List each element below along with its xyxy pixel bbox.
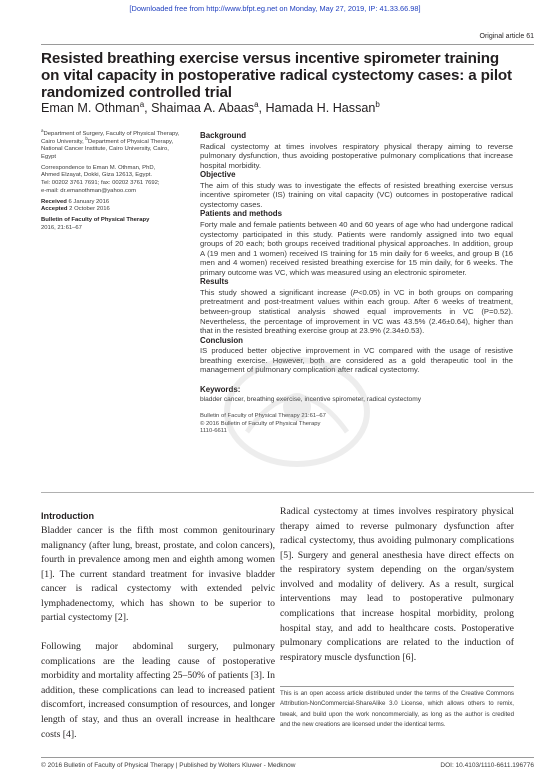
abstract-background: Radical cystectomy at times involves respiratory physical therapy aiming to reverse pulmonary dysfunction, thus avoiding postoperative pulmonary complications that increase hospital morbidity. <box>200 141 513 170</box>
journal-volume: 2016, 21:61–67 <box>41 224 82 231</box>
citation-block <box>200 413 513 436</box>
introduction-heading: Introduction <box>41 511 95 521</box>
footer-copyright: © 2016 Bulletin of Faculty of Physical Therapy | Published by Wolters Kluwer - Medknow <box>41 762 296 769</box>
affiliations <box>41 128 181 161</box>
author-affil-sup: a <box>139 99 145 109</box>
correspondence-email[interactable]: e-mail: dr.emanothman@yahoo.com <box>41 187 137 194</box>
received-date: 6 January 2016 <box>68 198 110 205</box>
keywords-head: Keywords: <box>200 384 241 394</box>
running-head: Original article 61 <box>479 33 534 40</box>
accepted-label: Accepted <box>41 206 68 213</box>
abstract-objective: The aim of this study was to investigate the effects of resisted breathing exercise versus incentive spirometer (IS) training on vital capacity (VC) outcomes in postoperative radical cystectomy cases. <box>200 180 513 209</box>
results-text: This study showed a significant increase ( <box>200 287 353 297</box>
results-text: <0.05) in VC in both groups on comparing pretreatment and post-treatment values within each group. After 6 weeks of treatment, between-group statistical analysis showed equal improvements in VC (P=0.52). Nevertheless, the percentage of improvement in VC was 43.5% (2.46±0.64), higher than that in the resisted breathing exercise group at 23.9% (2.34±0.53). <box>200 287 513 336</box>
abstract-results-head: Results <box>200 277 229 287</box>
received-label: Received <box>41 198 67 205</box>
results-p-symbol: P <box>352 287 358 297</box>
abstract-methods: Forty male and female patients between 40 and 60 years of age who had undergone radical cystectomy participated in this study. Patients were randomly assigned into two equal groups of 20 each; both groups received traditional physical approaches. In addition, group A (19 men and 1 women) received IS training for 15 min daily for 6 weeks, and group B (16 men and 4 women) received resisted breathing exercise for 15 min daily, for 6 weeks. The primary outcome was VC, which was measured using an electronic spirometer. <box>200 220 513 277</box>
author-name: Hamada H. Hassan <box>265 101 376 115</box>
abstract <box>200 131 513 436</box>
article-info-column <box>41 128 181 236</box>
author-name: Eman M. Othman <box>41 101 140 115</box>
journal-info <box>41 217 181 232</box>
article-dates <box>41 199 181 214</box>
citation-line: Bulletin of Faculty of Physical Therapy 21:61–67 <box>200 413 326 420</box>
download-banner[interactable]: [Downloaded free from http://www.bfpt.eg.net on Monday, May 27, 2019, IP: 41.33.66.98] <box>129 4 421 13</box>
accepted-date: 2 October 2016 <box>69 206 110 213</box>
paper-title: Resisted breathing exercise versus incentive spirometer training on vital capacity in postoperative radical cystectomy cases: a pilot randomized controlled trial <box>41 50 512 101</box>
license-divider <box>280 686 514 687</box>
author-separator: , <box>144 101 152 115</box>
citation-issn: 1110-6611 <box>200 428 227 435</box>
footer-divider <box>41 757 534 758</box>
license-notice: This is an open access article distributed under the terms of the Creative Commons Attribution-NonCommercial-ShareAlike 3.0 License, which allows others to remix, tweak, and build upon the work noncommercially, as long as the author is credited and the new creations are licensed under the identical terms. <box>280 690 514 729</box>
footer-doi[interactable]: DOI: 10.4103/1110-6611.196776 <box>440 762 534 769</box>
affil-b: Department of Physical Therapy, National Cancer Institute, Cairo University, Cairo, Egypt <box>41 138 174 160</box>
paragraph-gap <box>41 626 275 640</box>
abstract-results <box>200 288 513 336</box>
correspondence-line: Correspondence to Eman M. Othman, PhD, <box>41 164 156 171</box>
abstract-objective-head: Objective <box>200 170 236 180</box>
abstract-conclusion-head: Conclusion <box>200 335 243 345</box>
author-list <box>41 101 380 115</box>
correspondence-line: Ahmed Elzayat, Dokki, Giza 12613, Egypt. <box>41 172 152 179</box>
body-paragraph: Bladder cancer is the fifth most common genitourinary malignancy (after lung, breast, prostate, and colon cancers), fourth in prevalence among men and eighth among women [1]. The current standard treatment for invasive bladder cancer is radical cystectomy with extended pelvic lymphadenectomy, which has shown to be superior to partial cystectomy [2]. <box>41 525 275 624</box>
correspondence <box>41 165 181 195</box>
author-affil-sup: b <box>375 99 380 109</box>
author-name: Shaimaa A. Abaas <box>151 101 255 115</box>
affil-sup-a: a <box>41 128 44 134</box>
body-column-right <box>280 505 514 665</box>
body-column-left <box>41 510 275 742</box>
top-rule <box>41 44 534 45</box>
body-paragraph: Radical cystectomy at times involves respiratory physical therapy aimed to reverse pulmonary dysfunction after radical cystectomy, thus avoiding pulmonary complications [5]. Surgery and general anesthesia have direct effects on the respiratory system depending on the organ/system involved and modality of delivery. As a result, surgical interventions may lead to postoperative pulmonary complications that increase hospital morbidity, prolong hospital stay, and add to healthcare costs. Postoperative pulmonary complications are related to the induction of respiratory muscle dysfunction [6]. <box>280 506 514 663</box>
section-divider <box>41 492 534 493</box>
abstract-background-head: Background <box>200 131 247 140</box>
affil-a: Department of Surgery, Faculty of Physical Therapy, Cairo University, <box>41 131 180 145</box>
journal-name: Bulletin of Faculty of Physical Therapy <box>41 217 150 224</box>
affil-sup-b: b <box>85 135 88 141</box>
author-affil-sup: a <box>254 99 259 109</box>
abstract-conclusion: IS produced better objective improvement in VC compared with the usage of resistive breathing exercise. However, both are considered as a gold therapeutic tool in the management of pulmonary complication after radical cystectomy. <box>200 346 513 375</box>
abstract-methods-head: Patients and methods <box>200 209 282 219</box>
citation-line: © 2016 Bulletin of Faculty of Physical Therapy <box>200 420 321 427</box>
correspondence-line: Tel: 00202 3761 7691; fax: 00202 3761 7692; <box>41 179 160 186</box>
body-paragraph: Following major abdominal surgery, pulmonary complications are the leading cause of postoperative morbidity and mortality affecting 25–50% of patients [3]. In addition, these complications can lead to increased patient discomfort, increased consumption of resources, and longer length of stay, and thus an overall increase in healthcare costs [4]. <box>41 641 275 740</box>
keywords: bladder cancer, breathing exercise, incentive spirometer, radical cystectomy <box>200 395 421 403</box>
author-separator: , <box>258 101 266 115</box>
